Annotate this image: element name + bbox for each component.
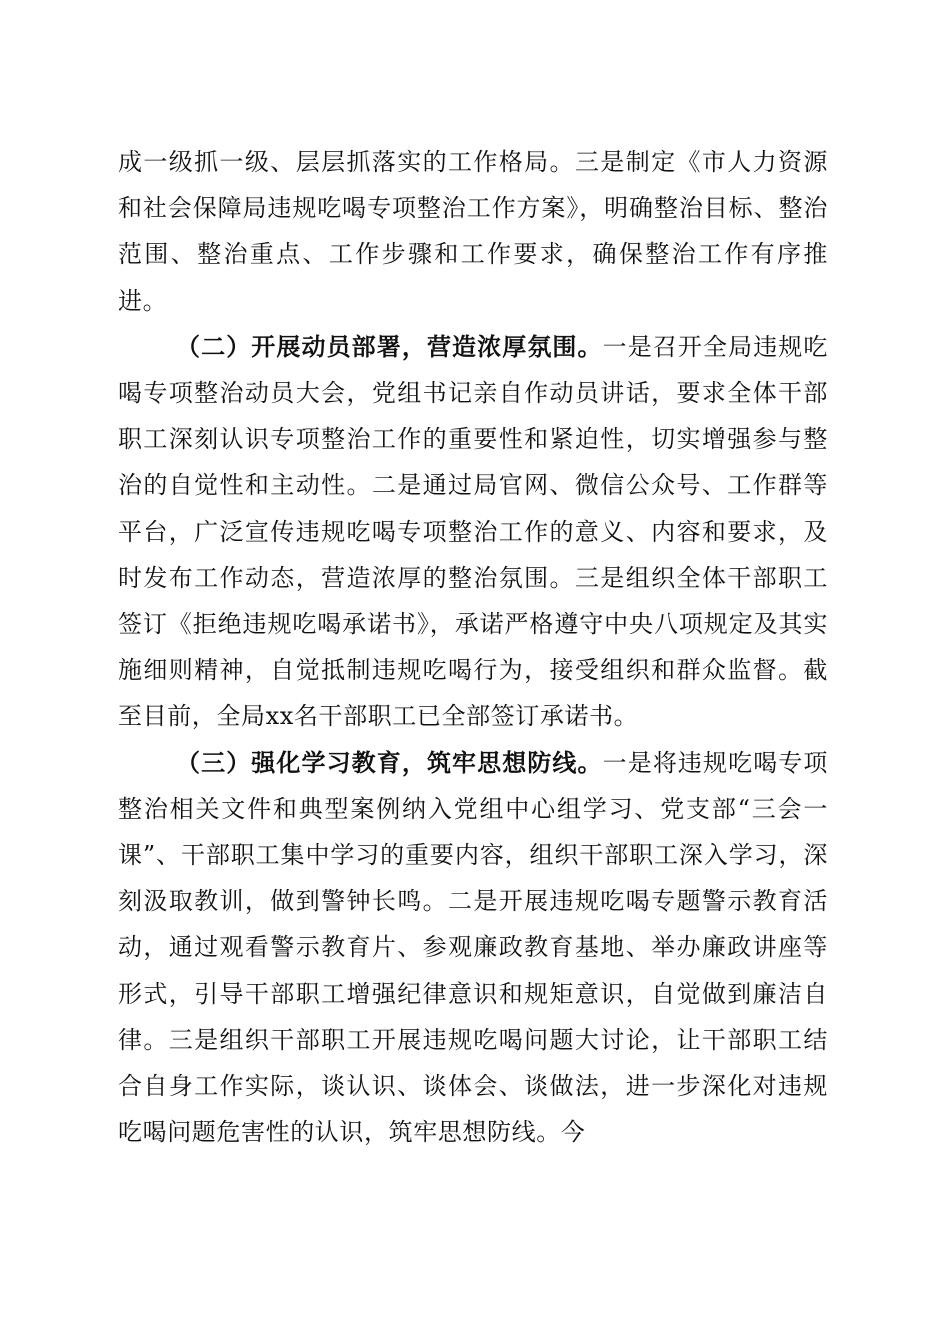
paragraph-3-body: 一是将违规吃喝专项整治相关文件和典型案例纳入党组中心组学习、党支部“三会一课”、干部职工集中学习的重要内容，组织干部职工深入学习，深刻汲取教训，做到警钟长鸣。二是开展违规吃喝专题警示教育活动，通过观看警示教育片、参观廉政教育基地、举办廉政讲座等形式，引导干部职工增强纪律意识和规矩意识，自觉做到廉洁自律。三是组织干部职工开展违规吃喝问题大讨论，让干部职工结合自身工作实际，谈认识、谈体会、谈做法，进一步深化对违规吃喝问题危害性的认识，筑牢思想防线。今 — [118, 748, 828, 1147]
paragraph-2-body: 一是召开全局违规吃喝专项整治动员大会，党组书记亲自作动员讲话，要求全体干部职工深刻认识专项整治工作的重要性和紧迫性，切实增强参与整治的自觉性和主动性。二是通过局官网、微信公众号、工作群等平台，广泛宣传违规吃喝专项整治工作的意义、内容和要求，及时发布工作动态，营造浓厚的整治氛围。三是组织全体干部职工签订《拒绝违规吃喝承诺书》，承诺严格遵守中央八项规定及其实施细则精神，自觉抵制违规吃喝行为，接受组织和群众监督。截至目前，全局xx名干部职工已全部签订承诺书。 — [118, 332, 828, 731]
paragraph-3-heading: （三）强化学习教育，筑牢思想防线。 — [176, 747, 603, 777]
paragraph-2 — [118, 324, 828, 740]
paragraph-1 — [118, 139, 828, 324]
paragraph-1-body: 成一级抓一级、层层抓落实的工作格局。三是制定《市人力资源和社会保障局违规吃喝专项整治工作方案》，明确整治目标、整治范围、整治重点、工作步骤和工作要求，确保整治工作有序推进。 — [118, 148, 828, 315]
paragraph-2-heading: （二）开展动员部署，营造浓厚氛围。 — [176, 331, 603, 361]
document-body — [118, 139, 828, 1155]
paragraph-3 — [118, 740, 828, 1156]
